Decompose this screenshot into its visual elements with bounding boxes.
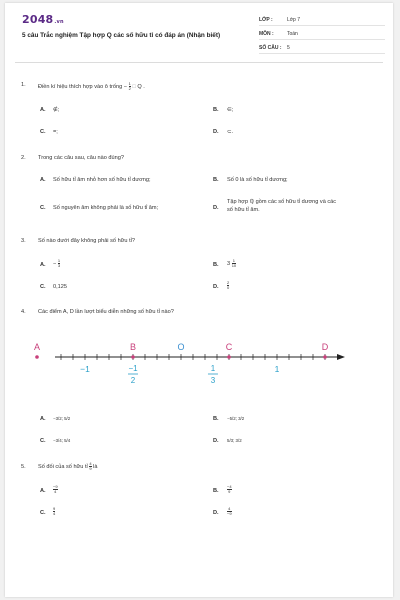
question-5-number: 5.	[21, 464, 26, 470]
q2-option-a-label[interactable]: A.	[40, 177, 46, 183]
point-marker-a	[35, 355, 39, 359]
q1-option-c-text[interactable]: =;	[53, 129, 58, 135]
tick-label-3: 1	[274, 364, 280, 374]
q3-option-c-label[interactable]: C.	[40, 284, 46, 290]
q1-option-c-label[interactable]: C.	[40, 129, 46, 135]
q2-option-d-label[interactable]: D.	[213, 205, 219, 211]
question-1-number: 1.	[21, 82, 26, 88]
point-marker-b	[131, 355, 135, 359]
number-line-figure	[33, 333, 355, 391]
question-2-text: Trong các câu sau, câu nào đúng?	[38, 155, 124, 161]
tick-label-den-1: 2	[130, 376, 136, 385]
tick-label-den-2: 3	[210, 376, 216, 385]
point-label-a: A	[33, 342, 41, 352]
question-1-text	[38, 82, 145, 91]
q2-option-c-label[interactable]: C.	[40, 205, 46, 211]
q5-option-a-value[interactable]: $\frac{-9}{4}$	[53, 484, 58, 494]
q3-option-c-text[interactable]: 0,125	[53, 284, 67, 290]
meta-class-value: Lớp 7	[287, 17, 301, 23]
question-1-blank-box: □	[132, 83, 136, 90]
site-logo[interactable]	[22, 13, 64, 26]
q1-option-a-label[interactable]: A.	[40, 107, 46, 113]
q4-option-b-text[interactable]: −5/2; 3/2	[227, 416, 245, 421]
q1-option-d-label[interactable]: D.	[213, 129, 219, 135]
q2-option-a-text[interactable]: Số hữu tỉ âm nhỏ hơn số hữu tỉ dương;	[53, 177, 151, 183]
meta-class-label: LỚP :	[259, 17, 273, 23]
q3-option-b-value[interactable]: 3 $\frac{1}{10}$	[227, 258, 237, 268]
question-5-text	[38, 462, 98, 471]
q4-option-a-text[interactable]: −3/2; 5/2	[53, 416, 71, 421]
meta-subject-value: Toán	[287, 31, 298, 37]
q3-option-b-label[interactable]: B.	[213, 262, 219, 268]
q4-option-d-text[interactable]: 5/3; 3/2	[227, 438, 242, 443]
q5-option-c-label[interactable]: C.	[40, 510, 46, 516]
q2-option-c-text[interactable]: Số nguyên âm không phải là số hữu tỉ âm;	[53, 205, 159, 211]
q2-option-b-label[interactable]: B.	[213, 177, 219, 183]
q5-option-b-value[interactable]: $\frac{-4}{9}$	[227, 484, 232, 494]
q2-option-b-text[interactable]: Số 0 là số hữu tỉ dương;	[227, 177, 288, 183]
logo-suffix: .vn	[54, 19, 64, 25]
meta-count-value: 5	[287, 45, 290, 51]
question-3-text: Số nào dưới đây không phải số hữu tỉ?	[38, 238, 135, 244]
meta-subject-label: MÔN :	[259, 31, 274, 37]
q1-option-d-text[interactable]: ⊂.	[227, 129, 234, 135]
point-label-b: B	[129, 342, 137, 352]
question-5-fraction: $\frac{4}{9}$	[89, 461, 92, 471]
q5-option-d-value[interactable]: $\frac{4}{-9}$	[227, 506, 232, 516]
question-5-tail: là	[93, 463, 98, 470]
question-1-tail: Q .	[137, 83, 145, 90]
q4-option-b-label[interactable]: B.	[213, 416, 219, 422]
point-label-c: C	[225, 342, 233, 352]
q1-option-b-text[interactable]: ∈;	[227, 107, 234, 113]
q4-option-d-label[interactable]: D.	[213, 438, 219, 444]
q4-option-c-text[interactable]: −3/4; 5/4	[53, 438, 71, 443]
q3-option-a-label[interactable]: A.	[40, 262, 46, 268]
question-1-minus: −	[123, 83, 128, 90]
tick-label-0: −1	[80, 364, 90, 374]
meta-class	[259, 15, 385, 26]
q4-option-c-label[interactable]: C.	[40, 438, 46, 444]
question-2-number: 2.	[21, 155, 26, 161]
question-5-prompt: Số đối của số hữu tỉ	[38, 463, 88, 470]
number-line-arrow	[337, 354, 345, 360]
tick-label-num-2: 1	[210, 364, 216, 373]
question-3-number: 3.	[21, 238, 26, 244]
meta-subject	[259, 29, 385, 40]
worksheet-page	[5, 3, 393, 597]
meta-count-label: SỐ CÂU :	[259, 45, 282, 51]
q1-option-b-label[interactable]: B.	[213, 107, 219, 113]
q5-option-c-value[interactable]: $\frac{9}{4}$	[53, 506, 56, 516]
q1-option-a-text[interactable]: ∉;	[53, 107, 60, 113]
header-divider	[15, 62, 383, 63]
point-marker-d	[323, 355, 327, 359]
q5-option-a-label[interactable]: A.	[40, 488, 46, 494]
q2-option-d-text[interactable]: Tập hợp ℚ gồm các số hữu tỉ dương và các số hữu tỉ âm.	[227, 199, 337, 213]
q3-option-d-value[interactable]: $\frac{2}{0}$	[227, 280, 230, 290]
q5-option-d-label[interactable]: D.	[213, 510, 219, 516]
question-1-prompt: Điền kí hiệu thích hợp vào ô trống	[38, 83, 123, 90]
q3-option-a-value[interactable]: − $\frac{1}{3}$	[53, 258, 61, 268]
question-1-fraction: $\frac{1}{2}$	[128, 81, 131, 91]
document-title: 5 câu Trắc nghiệm Tập hợp Q các số hữu tỉ có đáp án (Nhận biết)	[22, 32, 221, 39]
q3-option-d-label[interactable]: D.	[213, 284, 219, 290]
tick-label-num-1: −1	[128, 364, 138, 373]
question-4-number: 4.	[21, 309, 26, 315]
q4-option-a-label[interactable]: A.	[40, 416, 46, 422]
point-marker-c	[227, 355, 231, 359]
question-4-text: Các điểm A, D lần lượt biểu diễn những số hữu tỉ nào?	[38, 309, 174, 315]
q5-option-b-label[interactable]: B.	[213, 488, 219, 494]
logo-text: 2048	[22, 13, 54, 26]
point-label-o: O	[177, 342, 185, 352]
point-label-d: D	[321, 342, 329, 352]
meta-count	[259, 43, 385, 54]
